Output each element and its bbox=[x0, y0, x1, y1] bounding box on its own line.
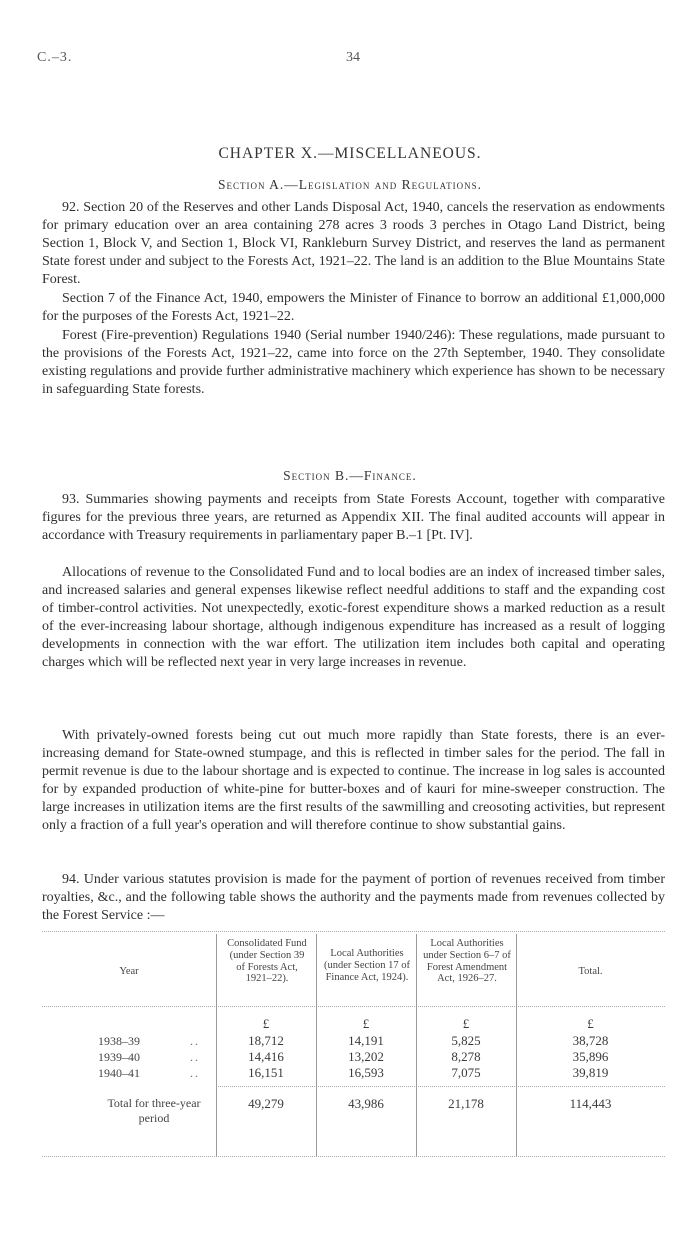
cell-total: 35,896 bbox=[572, 1049, 609, 1064]
unit-label: £ bbox=[587, 1016, 594, 1031]
header-local-authorities-6-7: Local Authorities under Section 6–7 of Forest Amendment Act, 1926–27. bbox=[423, 938, 511, 985]
cell-local-6-7: 5,825 bbox=[451, 1033, 481, 1048]
total-label: Total for three-year period bbox=[107, 1096, 201, 1125]
cell-consolidated: 18,712 bbox=[248, 1033, 284, 1048]
cell-consolidated: 16,151 bbox=[248, 1065, 284, 1080]
header-consolidated-fund: Consolidated Fund (under Section 39 of Forests Act, 1921–22). bbox=[227, 938, 307, 985]
table-bottom-rule bbox=[42, 1156, 665, 1157]
section-a-title: Section A.—Legislation and Regulations. bbox=[217, 177, 483, 192]
unit-label: £ bbox=[262, 1016, 270, 1031]
leader-dots: .. bbox=[190, 1066, 200, 1080]
cell-total: 38,728 bbox=[572, 1033, 609, 1048]
cell-total: 39,819 bbox=[572, 1065, 609, 1080]
cell-local-6-7: 7,075 bbox=[451, 1065, 481, 1080]
table-top-rule bbox=[42, 931, 665, 932]
paragraph-fire-prevention: Forest (Fire-prevention) Regulations 1940 (Serial number 1940/246): These regulations, made pursuant to the provisions of the Forests Act, 1921–22, came into force on the 27th September, 1940. They consolidate existing regulations and provide further administrative machinery which experience has shown to be necessary in safeguarding State forests. bbox=[42, 328, 665, 398]
chapter-title: CHAPTER X.—MISCELLANEOUS. bbox=[218, 145, 482, 162]
header-local-authorities-17: Local Authorities (under Section 17 of Finance Act, 1924). bbox=[323, 948, 411, 983]
section-b-title: Section B.—Finance. bbox=[283, 468, 417, 483]
header-total: Total. bbox=[578, 966, 603, 977]
cell-local-17: 14,191 bbox=[348, 1033, 384, 1048]
paragraph-94: 94. Under various statutes provision is made for the payment of portion of revenues received from timber royalties, &c., and the following table shows the authority and the payments made from revenues collected by the Forest Service :— bbox=[42, 872, 665, 924]
paragraph-allocations: Allocations of revenue to the Consolidated Fund and to local bodies are an index of increased timber sales, and increased salaries and general expenses likewise reflect needful additions to staff and the expanding cost of timber-control activities. Not unexpectedly, exotic-forest expenditure shows a marked reduction as a result of the ever-increasing labour shortage, although indigenous expenditure has increased as a result of logging developments in connection with the war effort. The utilization item includes both capital and operating charges which will be reflected next year in very large increases in revenue. bbox=[42, 565, 665, 671]
leader-dots: .. bbox=[190, 1034, 200, 1048]
table-header-rule bbox=[42, 1006, 665, 1007]
payments-table bbox=[42, 926, 665, 1161]
total-local-6-7: 21,178 bbox=[448, 1096, 484, 1111]
document-reference: C.–3. bbox=[37, 50, 73, 65]
page-number: 34 bbox=[346, 50, 360, 65]
total-local-17: 43,986 bbox=[348, 1096, 384, 1111]
cell-local-17: 13,202 bbox=[348, 1049, 384, 1064]
cell-local-6-7: 8,278 bbox=[451, 1049, 481, 1064]
unit-label: £ bbox=[462, 1016, 470, 1031]
cell-consolidated: 14,416 bbox=[248, 1049, 284, 1064]
unit-label: £ bbox=[362, 1016, 370, 1031]
paragraph-93: 93. Summaries showing payments and receipts from State Forests Account, together with comparative figures for the previous three years, are returned as Appendix XII. The final audited accounts will appear in accordance with Treasury requirements in parliamentary paper B.–1 [Pt. IV]. bbox=[42, 492, 665, 544]
leader-dots: .. bbox=[190, 1050, 200, 1064]
paragraph-92: 92. Section 20 of the Reserves and other Lands Disposal Act, 1940, cancels the reservation as endowments for primary education over an area containing 278 acres 3 roods 3 perches in Otago Land District, being Section 1, Block V, and Section 1, Block VI, Rankleburn Survey District, and reserves the land as permanent State forest under and subject to the Forests Act, 1921–22. The land is an addition to the Blue Mountains State Forest. bbox=[42, 200, 665, 288]
paragraph-private-forests: With privately-owned forests being cut out much more rapidly than State forests, there is an ever-increasing demand for State-owned stumpage, and this is reflected in timber sales for the period. The fall in permit revenue is due to the labour shortage and is expected to continue. The increase in log sales is accounted for by expanded production of white-pine for butter-boxes and of kauri for mine-sweeper construction. The large increases in utilization items are the first results of the sawmilling and creosoting activities, but represent only a fraction of a full year's operation and will therefore continue to show substantial gains. bbox=[42, 728, 665, 834]
total-consolidated: 49,279 bbox=[248, 1096, 284, 1111]
row-year: 1940–41 bbox=[98, 1066, 140, 1080]
header-year: Year bbox=[119, 966, 139, 977]
totals-rule bbox=[216, 1086, 665, 1087]
row-year: 1939–40 bbox=[98, 1050, 140, 1064]
grand-total: 114,443 bbox=[569, 1096, 612, 1111]
cell-local-17: 16,593 bbox=[348, 1065, 384, 1080]
row-year: 1938–39 bbox=[98, 1034, 140, 1048]
paragraph-finance-act: Section 7 of the Finance Act, 1940, empowers the Minister of Finance to borrow an additional £1,000,000 for the purposes of the Forests Act, 1921–22. bbox=[42, 291, 665, 325]
